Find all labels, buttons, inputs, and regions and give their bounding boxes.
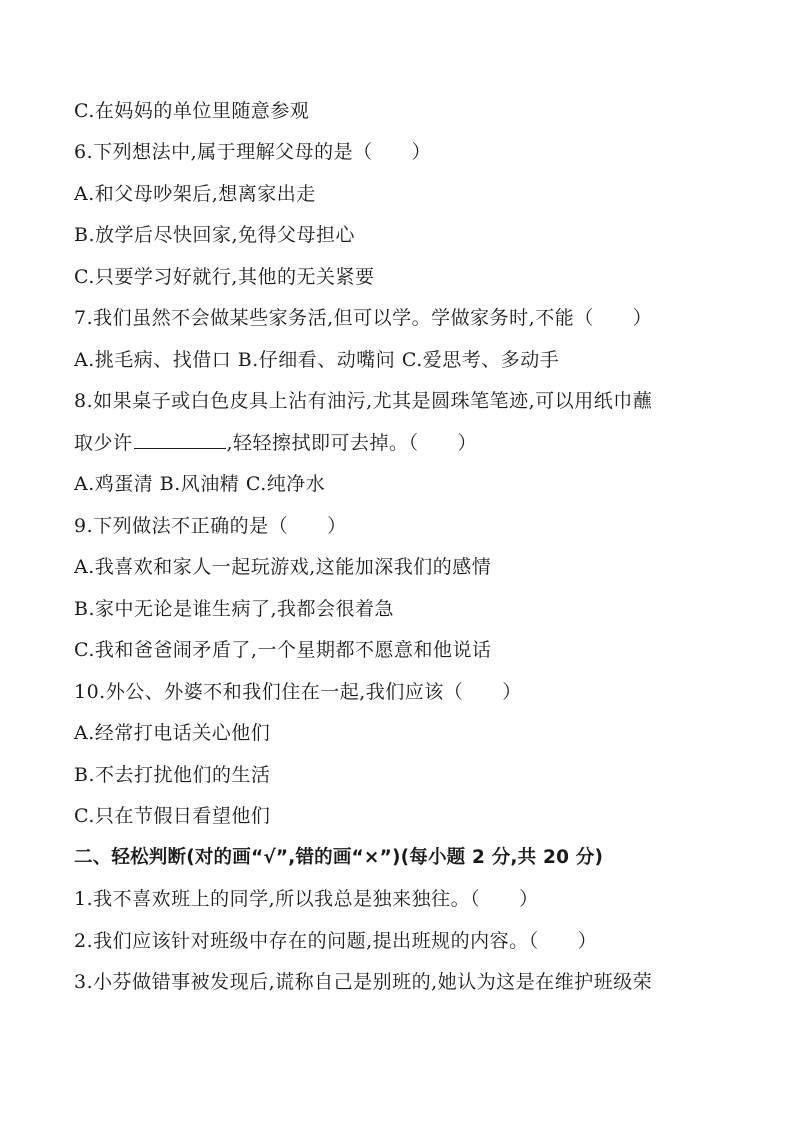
q9-option-c: C.我和爸爸闹矛盾了,一个星期都不愿意和他说话 [74,639,492,661]
q6-option-b: B.放学后尽快回家,免得父母担心 [74,224,356,246]
q7-question: 7.我们虽然不会做某些家务活,但可以学。学做家务时,不能（ ） [74,307,653,329]
q10-option-a: A.经常打电话关心他们 [74,722,271,744]
q10-question: 10.外公、外婆不和我们住在一起,我们应该（ ） [74,681,522,703]
q8-text-after-blank: ,轻轻擦拭即可去掉。（ ） [226,432,478,454]
q6-option-c: C.只要学习好就行,其他的无关紧要 [74,266,375,288]
q8-question-line1: 8.如果桌子或白色皮具上沾有油污,尤其是圆珠笔笔迹,可以用纸巾蘸 [74,390,653,412]
q8-question-line2 [74,428,477,458]
judge-item-2: 2.我们应该针对班级中存在的问题,提出班规的内容。（ ） [74,930,598,952]
judge-item-1: 1.我不喜欢班上的同学,所以我总是独来独往。（ ） [74,888,539,910]
q6-question: 6.下列想法中,属于理解父母的是（ ） [74,141,432,163]
q9-question: 9.下列做法不正确的是（ ） [74,515,347,537]
q10-option-c: C.只在节假日看望他们 [74,805,271,827]
q9-option-a: A.我喜欢和家人一起玩游戏,这能加深我们的感情 [74,556,492,578]
q9-option-b: B.家中无论是谁生病了,我都会很着急 [74,598,395,620]
q8-text-before-blank: 取少许 [74,432,133,454]
q10-option-b: B.不去打扰他们的生活 [74,764,271,786]
q6-option-a: A.和父母吵架后,想离家出走 [74,183,316,205]
section-heading: 二、轻松判断(对的画“√”,错的画“×”)(每小题 2 分,共 20 分) [74,847,604,868]
q7-options: A.挑毛病、找借口 B.仔细看、动嘴问 C.爱思考、多动手 [74,349,560,371]
q8-options: A.鸡蛋清 B.风油精 C.纯净水 [74,473,326,495]
fill-in-blank [134,428,226,449]
judge-item-3: 3.小芬做错事被发现后,谎称自己是别班的,她认为这是在维护班级荣 [74,971,653,993]
q5-option-c: C.在妈妈的单位里随意参观 [74,100,310,122]
